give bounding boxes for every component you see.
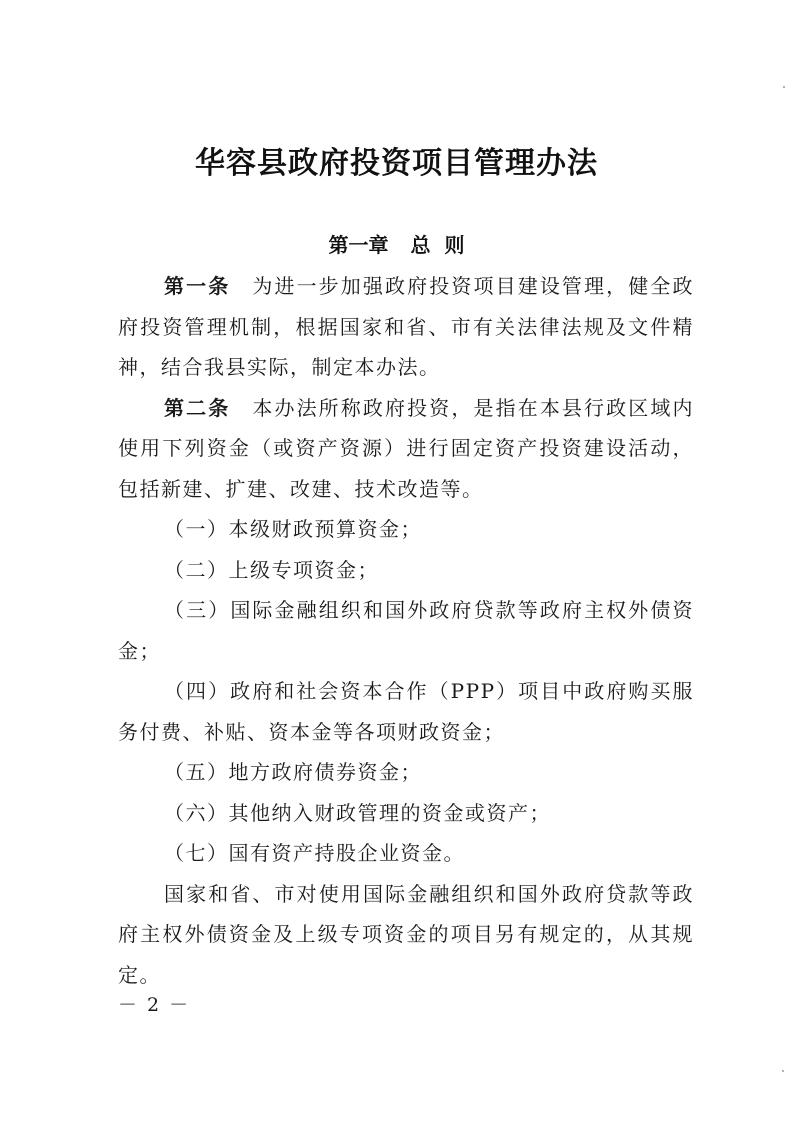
chapter-name: 总 则 (410, 233, 465, 257)
list-item: （七）国有资产持股企业资金。 (164, 841, 465, 865)
scan-speck (782, 1070, 784, 1072)
chapter-number: 第一章 (328, 233, 389, 257)
document-title: 华容县政府投资项目管理办法 (195, 146, 598, 181)
article-1-number: 第一条 (164, 274, 231, 298)
list-item: （一）本级财政预算资金； (164, 517, 422, 541)
article-1 (118, 266, 694, 388)
list-item: （六）其他纳入财政管理的资金或资产； (164, 800, 551, 825)
article-1-text: 为进一步加强政府投资项目建设管理，健全政府投资管理机制，根据国家和省、市有关法律法规及文件精神，结合我县实际，制定本办法。 (118, 274, 695, 379)
article-2-number: 第二条 (164, 395, 231, 420)
page-number: － 2 － (118, 994, 191, 1016)
chapter-heading (0, 229, 793, 258)
list-item: （二）上级专项资金； (164, 557, 379, 582)
list-item: （四）政府和社会资本合作（PPP）项目中政府购买服务付费、补贴、资本金等各项财政资金； (118, 679, 694, 744)
document-body (118, 266, 694, 995)
list-item: （三）国际金融组织和国外政府贷款等政府主权外债资金； (118, 598, 694, 663)
closing-paragraph: 国家和省、市对使用国际金融组织和国外政府贷款等政府主权外债资金及上级专项资金的项目另有规定的，从其规定。 (118, 881, 694, 987)
article-2 (118, 388, 694, 510)
scan-speck (783, 86, 785, 88)
article-2-text: 本办法所称政府投资，是指在本县行政区域内使用下列资金（或资产资源）进行固定资产投资建设活动，包括新建、扩建、改建、技术改造等。 (118, 395, 695, 501)
list-item: （五）地方政府债券资金； (164, 760, 422, 784)
